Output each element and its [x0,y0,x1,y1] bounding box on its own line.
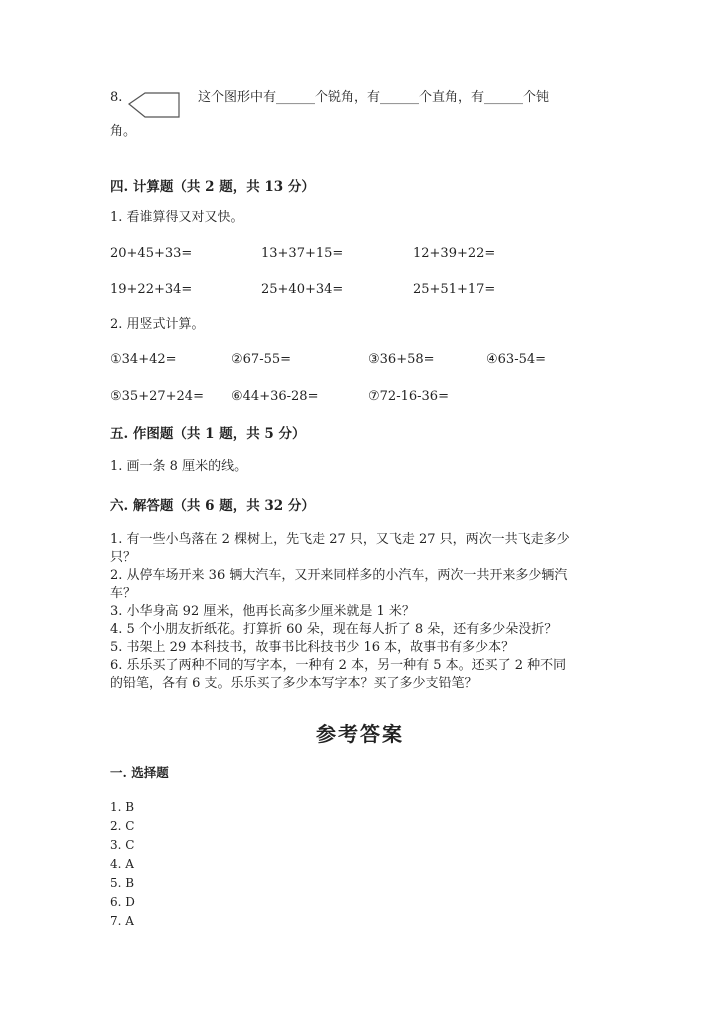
answer-item: 4. A [110,857,134,871]
problem-line: 车？ [110,586,137,601]
section5-q1: 1. 画一条 8 厘米的线。 [110,459,248,474]
problem-line: 1. 有一些小鸟落在 2 棵树上，先飞走 27 只，又飞走 27 只，两次一共飞走多少 [110,532,570,547]
calc-item: 13+37+15= [261,246,344,261]
calc-item: 25+40+34= [261,282,344,297]
answer-item: 3. C [110,838,135,852]
answer-item: 1. B [110,800,135,814]
problem-line: 只？ [110,550,137,565]
q8-text: 这个图形中有______个锐角，有______个直角，有______个钝 [198,90,550,105]
calc-item: 25+51+17= [413,282,496,297]
problem-line: 4. 5 个小朋友折纸花。打算折 60 朵，现在每人折了 8 朵，还有多少朵没折？ [110,622,558,637]
calc-item: 19+22+34= [110,282,193,297]
section5-heading: 五. 作图题（共 1 题，共 5 分） [110,426,306,442]
answer-item: 5. B [110,876,135,890]
answer-item: 7. A [110,914,134,928]
vertical-calc-item: ④63-54= [486,352,547,367]
vertical-calc-item: ③36+58= [368,352,435,367]
vertical-calc-item: ⑦72-16-36= [368,389,449,404]
calc-item: 12+39+22= [413,246,496,261]
problem-line: 5. 书架上 29 本科技书，故事书比科技书少 16 本，故事书有多少本？ [110,640,515,655]
section4-q1-title: 1. 看谁算得又对又快。 [110,210,244,225]
q8-number: 8. [110,90,123,105]
calc-item: 20+45+33= [110,246,193,261]
answers-title: 参考答案 [316,722,404,746]
vertical-calc-item: ⑥44+36-28= [231,389,319,404]
answers-section1-heading: 一. 选择题 [110,765,169,780]
problem-line: 2. 从停车场开来 36 辆大汽车，又开来同样多的小汽车，两次一共开来多少辆汽 [110,568,568,583]
q8-continuation: 角。 [110,124,137,139]
section6-heading: 六. 解答题（共 6 题，共 32 分） [110,498,315,514]
vertical-calc-item: ②67-55= [231,352,292,367]
problem-line: 的铅笔，各有 6 支。乐乐买了多少本写字本？买了多少支铅笔？ [110,676,478,691]
answer-item: 2. C [110,819,135,833]
section4-q2-title: 2. 用竖式计算。 [110,317,205,332]
vertical-calc-item: ⑤35+27+24= [110,389,204,404]
pentagon-figure [127,90,183,120]
vertical-calc-item: ①34+42= [110,352,177,367]
section4-heading: 四. 计算题（共 2 题，共 13 分） [110,179,315,195]
problem-line: 6. 乐乐买了两种不同的写字本，一种有 2 本，另一种有 5 本。还买了 2 种不同 [110,658,567,673]
answer-item: 6. D [110,895,135,909]
problem-line: 3. 小华身高 92 厘米，他再长高多少厘米就是 1 米？ [110,604,415,619]
